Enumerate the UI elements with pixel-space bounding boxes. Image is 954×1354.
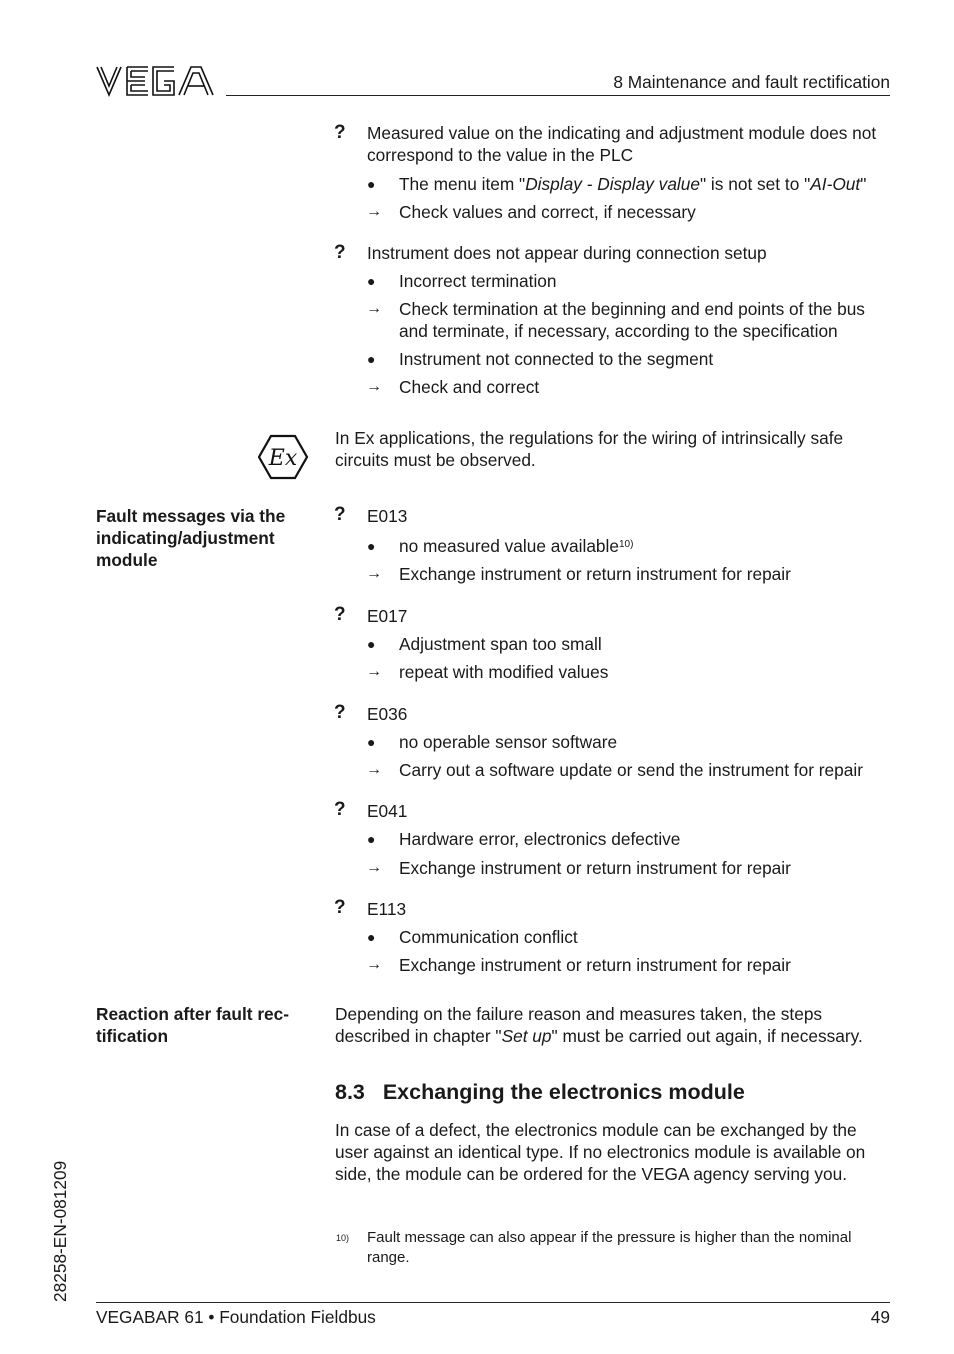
question-marker: ? [334, 799, 346, 820]
arrow-icon: → [366, 203, 382, 220]
ex-note-text: In Ex applications, the regulations for the wiring of intrinsically safe circuits must be observed. [335, 428, 844, 470]
cause-text: Incorrect termination [399, 271, 557, 291]
remedy-text: Exchange instrument or return instrument for repair [399, 564, 791, 584]
page-number: 49 [870, 1307, 890, 1327]
section-heading: 8.3 Exchanging the electronics module [335, 1080, 745, 1104]
cause-text: Adjustment span too small [399, 634, 602, 654]
bullet-icon: ● [367, 929, 376, 945]
ex-icon [258, 434, 308, 480]
bullet-icon: ● [367, 538, 376, 554]
error-code: E017 [367, 606, 408, 626]
arrow-icon: → [366, 859, 382, 876]
question-marker: ? [334, 897, 346, 918]
footer-rule [96, 1302, 890, 1303]
header-rule [226, 95, 890, 96]
remedy-text: Exchange instrument or return instrument for repair [399, 955, 791, 975]
question-marker: ? [334, 242, 346, 263]
arrow-icon: → [366, 565, 382, 582]
error-code: E041 [367, 801, 408, 821]
reaction-label: Reaction after fault rec-tification [96, 1004, 290, 1046]
arrow-icon: → [366, 663, 382, 680]
document-code: 28258-EN-081209 [50, 1160, 70, 1302]
question-marker: ? [334, 504, 346, 525]
cause-text: no operable sensor software [399, 732, 618, 752]
remedy-text: Check values and correct, if necessary [399, 202, 696, 222]
question-text: Instrument does not appear during connection setup [367, 243, 767, 263]
cause-text: no measured value available$^{10)}$ [399, 536, 634, 556]
fault-messages-label: Fault messages via the indicating/adjustment module [96, 506, 286, 570]
error-code: E113 [367, 899, 407, 919]
footnote-mark: 10) [336, 1233, 350, 1243]
arrow-icon: → [366, 378, 382, 395]
cause-text: Hardware error, electronics defective [399, 829, 681, 849]
arrow-icon: → [366, 300, 382, 317]
bullet-icon: ● [367, 273, 376, 289]
question-marker: ? [334, 604, 346, 625]
cause-text: Instrument not connected to the segment [399, 349, 714, 369]
arrow-icon: → [366, 761, 382, 778]
cause-text: The menu item "Display - Display value" is not set to "AI-Out" [399, 174, 867, 194]
remedy-text: repeat with modified values [399, 662, 609, 682]
remedy-text: Check termination at the beginning and end points of the bus and terminate, if necessary, according to the specification [399, 299, 865, 341]
error-code: E013 [367, 506, 408, 526]
remedy-text: Carry out a software update or send the instrument for repair [399, 760, 863, 780]
bullet-icon: ● [367, 831, 376, 847]
remedy-text: Exchange instrument or return instrument for repair [399, 858, 791, 878]
svg-text:Ex: Ex [268, 446, 298, 471]
cause-text: Communication conflict [399, 927, 578, 947]
reaction-text: Depending on the failure reason and measures taken, the steps described in chapter "Set up" must be carried out again, if necessary. [335, 1004, 863, 1046]
question-text: Measured value on the indicating and adjustment module does not correspond to the value in the PLC [367, 123, 877, 165]
arrow-icon: → [366, 956, 382, 973]
remedy-text: Check and correct [399, 377, 540, 397]
footnote-ref: 10) [619, 539, 634, 550]
footer-product: VEGABAR 61 • Foundation Fieldbus [96, 1307, 376, 1327]
question-marker: ? [334, 122, 346, 143]
section-text: In case of a defect, the electronics module can be exchanged by the user against an identical type. If no electronics module is available on side, the module can be ordered for the VEGA agency serving you. [335, 1120, 866, 1184]
footnote-text: Fault message can also appear if the pressure is higher than the nominal range. [367, 1229, 852, 1266]
error-code: E036 [367, 704, 408, 724]
bullet-icon: ● [367, 351, 376, 367]
bullet-icon: ● [367, 636, 376, 652]
bullet-icon: ● [367, 734, 376, 750]
chapter-heading: 8 Maintenance and fault rectification [613, 72, 890, 92]
question-marker: ? [334, 702, 346, 723]
vega-logo [96, 64, 214, 98]
bullet-icon: ● [367, 176, 376, 192]
